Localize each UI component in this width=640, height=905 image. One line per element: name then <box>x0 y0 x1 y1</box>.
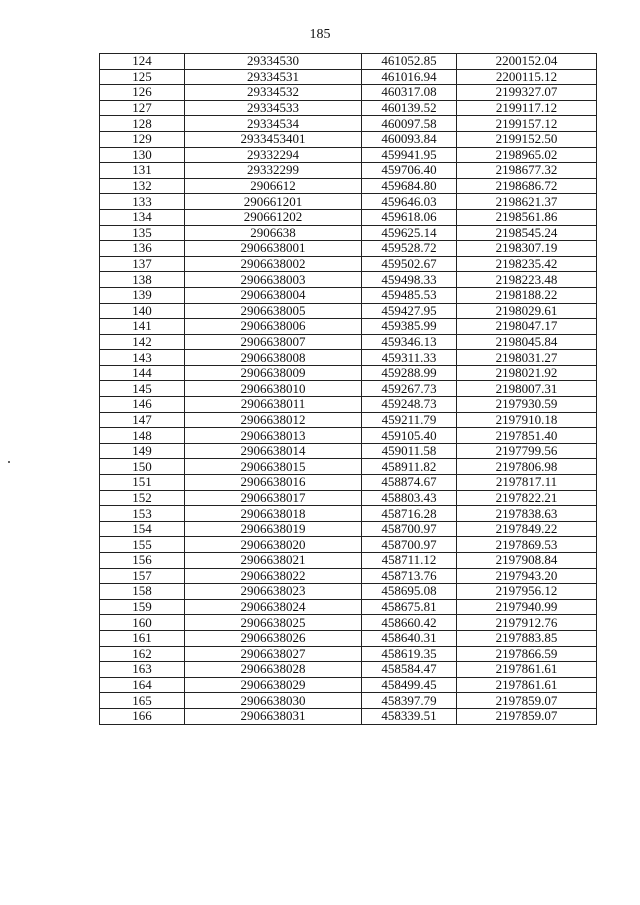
point-id-cell: 2906638006 <box>185 319 362 335</box>
point-number-cell: 157 <box>100 568 185 584</box>
table-row <box>100 163 597 179</box>
point-number-cell: 161 <box>100 630 185 646</box>
point-id-cell: 29334530 <box>185 54 362 70</box>
point-id-cell: 2933453401 <box>185 131 362 147</box>
table-row <box>100 69 597 85</box>
x-coordinate-cell: 460097.58 <box>362 116 457 132</box>
point-number-cell: 127 <box>100 100 185 116</box>
point-number-cell: 138 <box>100 272 185 288</box>
x-coordinate-cell: 459485.53 <box>362 287 457 303</box>
point-id-cell: 2906638015 <box>185 459 362 475</box>
x-coordinate-cell: 460093.84 <box>362 131 457 147</box>
x-coordinate-cell: 459684.80 <box>362 178 457 194</box>
point-id-cell: 2906638009 <box>185 365 362 381</box>
x-coordinate-cell: 459498.33 <box>362 272 457 288</box>
point-number-cell: 159 <box>100 599 185 615</box>
x-coordinate-cell: 459625.14 <box>362 225 457 241</box>
y-coordinate-cell: 2197930.59 <box>457 397 597 413</box>
y-coordinate-cell: 2197838.63 <box>457 506 597 522</box>
y-coordinate-cell: 2197912.76 <box>457 615 597 631</box>
point-number-cell: 162 <box>100 646 185 662</box>
table-row <box>100 615 597 631</box>
table-row <box>100 646 597 662</box>
point-id-cell: 2906638031 <box>185 708 362 724</box>
x-coordinate-cell: 459502.67 <box>362 256 457 272</box>
point-id-cell: 2906638025 <box>185 615 362 631</box>
point-id-cell: 2906638013 <box>185 428 362 444</box>
y-coordinate-cell: 2197940.99 <box>457 599 597 615</box>
point-number-cell: 141 <box>100 319 185 335</box>
point-number-cell: 150 <box>100 459 185 475</box>
x-coordinate-cell: 459706.40 <box>362 163 457 179</box>
x-coordinate-cell: 459346.13 <box>362 334 457 350</box>
y-coordinate-cell: 2198621.37 <box>457 194 597 210</box>
table-row <box>100 568 597 584</box>
y-coordinate-cell: 2198031.27 <box>457 350 597 366</box>
y-coordinate-cell: 2198561.86 <box>457 209 597 225</box>
point-number-cell: 147 <box>100 412 185 428</box>
x-coordinate-cell: 458619.35 <box>362 646 457 662</box>
point-id-cell: 29334532 <box>185 85 362 101</box>
y-coordinate-cell: 2197956.12 <box>457 584 597 600</box>
point-number-cell: 140 <box>100 303 185 319</box>
table-row <box>100 256 597 272</box>
table-row <box>100 662 597 678</box>
table-row <box>100 319 597 335</box>
x-coordinate-cell: 458874.67 <box>362 475 457 491</box>
y-coordinate-cell: 2197851.40 <box>457 428 597 444</box>
table-row <box>100 381 597 397</box>
table-row <box>100 85 597 101</box>
scan-speck <box>8 461 10 463</box>
table-row <box>100 147 597 163</box>
point-number-cell: 125 <box>100 69 185 85</box>
point-id-cell: 2906638030 <box>185 693 362 709</box>
y-coordinate-cell: 2198545.24 <box>457 225 597 241</box>
point-number-cell: 166 <box>100 708 185 724</box>
table-row <box>100 272 597 288</box>
point-number-cell: 126 <box>100 85 185 101</box>
point-number-cell: 143 <box>100 350 185 366</box>
table-row <box>100 599 597 615</box>
table-row <box>100 428 597 444</box>
x-coordinate-cell: 458499.45 <box>362 677 457 693</box>
table-row <box>100 708 597 724</box>
point-id-cell: 290661201 <box>185 194 362 210</box>
x-coordinate-cell: 459105.40 <box>362 428 457 444</box>
point-number-cell: 148 <box>100 428 185 444</box>
point-number-cell: 134 <box>100 209 185 225</box>
point-id-cell: 2906638001 <box>185 241 362 257</box>
point-number-cell: 158 <box>100 584 185 600</box>
x-coordinate-cell: 459288.99 <box>362 365 457 381</box>
x-coordinate-cell: 458716.28 <box>362 506 457 522</box>
point-id-cell: 2906638007 <box>185 334 362 350</box>
point-number-cell: 164 <box>100 677 185 693</box>
y-coordinate-cell: 2200152.04 <box>457 54 597 70</box>
y-coordinate-cell: 2197817.11 <box>457 475 597 491</box>
point-id-cell: 2906638012 <box>185 412 362 428</box>
table-row <box>100 100 597 116</box>
y-coordinate-cell: 2198235.42 <box>457 256 597 272</box>
y-coordinate-cell: 2198047.17 <box>457 319 597 335</box>
y-coordinate-cell: 2198045.84 <box>457 334 597 350</box>
point-id-cell: 2906638029 <box>185 677 362 693</box>
x-coordinate-cell: 458713.76 <box>362 568 457 584</box>
y-coordinate-cell: 2199327.07 <box>457 85 597 101</box>
point-number-cell: 153 <box>100 506 185 522</box>
point-id-cell: 2906638 <box>185 225 362 241</box>
x-coordinate-cell: 459211.79 <box>362 412 457 428</box>
point-id-cell: 2906638017 <box>185 490 362 506</box>
table-row <box>100 178 597 194</box>
x-coordinate-cell: 459311.33 <box>362 350 457 366</box>
y-coordinate-cell: 2197908.84 <box>457 553 597 569</box>
x-coordinate-cell: 460139.52 <box>362 100 457 116</box>
y-coordinate-cell: 2197861.61 <box>457 662 597 678</box>
point-id-cell: 29332299 <box>185 163 362 179</box>
table-row <box>100 334 597 350</box>
point-id-cell: 2906638016 <box>185 475 362 491</box>
point-number-cell: 151 <box>100 475 185 491</box>
x-coordinate-cell: 459941.95 <box>362 147 457 163</box>
point-number-cell: 130 <box>100 147 185 163</box>
y-coordinate-cell: 2197861.61 <box>457 677 597 693</box>
point-id-cell: 2906638018 <box>185 506 362 522</box>
point-number-cell: 156 <box>100 553 185 569</box>
y-coordinate-cell: 2198021.92 <box>457 365 597 381</box>
point-number-cell: 163 <box>100 662 185 678</box>
point-number-cell: 155 <box>100 537 185 553</box>
x-coordinate-cell: 459646.03 <box>362 194 457 210</box>
point-number-cell: 144 <box>100 365 185 381</box>
point-id-cell: 2906638022 <box>185 568 362 584</box>
point-number-cell: 133 <box>100 194 185 210</box>
point-id-cell: 29334531 <box>185 69 362 85</box>
point-id-cell: 2906638028 <box>185 662 362 678</box>
point-id-cell: 2906638014 <box>185 443 362 459</box>
table-row <box>100 475 597 491</box>
y-coordinate-cell: 2197869.53 <box>457 537 597 553</box>
table-row <box>100 537 597 553</box>
point-id-cell: 2906638002 <box>185 256 362 272</box>
point-id-cell: 2906638008 <box>185 350 362 366</box>
table-row <box>100 506 597 522</box>
table-row <box>100 225 597 241</box>
x-coordinate-cell: 461016.94 <box>362 69 457 85</box>
x-coordinate-cell: 458584.47 <box>362 662 457 678</box>
x-coordinate-cell: 459267.73 <box>362 381 457 397</box>
y-coordinate-cell: 2197859.07 <box>457 693 597 709</box>
x-coordinate-cell: 458675.81 <box>362 599 457 615</box>
point-id-cell: 2906638024 <box>185 599 362 615</box>
point-id-cell: 2906638020 <box>185 537 362 553</box>
point-id-cell: 2906638011 <box>185 397 362 413</box>
point-id-cell: 2906638019 <box>185 521 362 537</box>
table-row <box>100 241 597 257</box>
table-row <box>100 630 597 646</box>
y-coordinate-cell: 2197859.07 <box>457 708 597 724</box>
point-number-cell: 124 <box>100 54 185 70</box>
y-coordinate-cell: 2199157.12 <box>457 116 597 132</box>
y-coordinate-cell: 2199152.50 <box>457 131 597 147</box>
table-row <box>100 553 597 569</box>
point-id-cell: 2906612 <box>185 178 362 194</box>
point-number-cell: 142 <box>100 334 185 350</box>
point-id-cell: 2906638004 <box>185 287 362 303</box>
page-number: 185 <box>309 27 331 42</box>
y-coordinate-cell: 2197849.22 <box>457 521 597 537</box>
table-row <box>100 116 597 132</box>
table-row <box>100 693 597 709</box>
x-coordinate-cell: 461052.85 <box>362 54 457 70</box>
y-coordinate-cell: 2198188.22 <box>457 287 597 303</box>
y-coordinate-cell: 2197806.98 <box>457 459 597 475</box>
point-number-cell: 152 <box>100 490 185 506</box>
y-coordinate-cell: 2197822.21 <box>457 490 597 506</box>
point-id-cell: 2906638027 <box>185 646 362 662</box>
x-coordinate-cell: 458803.43 <box>362 490 457 506</box>
y-coordinate-cell: 2198007.31 <box>457 381 597 397</box>
x-coordinate-cell: 458339.51 <box>362 708 457 724</box>
point-id-cell: 2906638023 <box>185 584 362 600</box>
table-row <box>100 412 597 428</box>
table-row <box>100 131 597 147</box>
y-coordinate-cell: 2199117.12 <box>457 100 597 116</box>
point-number-cell: 129 <box>100 131 185 147</box>
point-id-cell: 29332294 <box>185 147 362 163</box>
table-row <box>100 397 597 413</box>
point-number-cell: 160 <box>100 615 185 631</box>
table-row <box>100 584 597 600</box>
x-coordinate-cell: 459618.06 <box>362 209 457 225</box>
point-number-cell: 135 <box>100 225 185 241</box>
point-id-cell: 2906638026 <box>185 630 362 646</box>
point-number-cell: 154 <box>100 521 185 537</box>
x-coordinate-cell: 459011.58 <box>362 443 457 459</box>
x-coordinate-cell: 459427.95 <box>362 303 457 319</box>
point-number-cell: 132 <box>100 178 185 194</box>
x-coordinate-cell: 459248.73 <box>362 397 457 413</box>
coordinates-table <box>99 53 597 725</box>
point-number-cell: 165 <box>100 693 185 709</box>
table-row <box>100 350 597 366</box>
table-row <box>100 459 597 475</box>
x-coordinate-cell: 458700.97 <box>362 537 457 553</box>
x-coordinate-cell: 458660.42 <box>362 615 457 631</box>
table-row <box>100 490 597 506</box>
point-number-cell: 131 <box>100 163 185 179</box>
table-row <box>100 54 597 70</box>
x-coordinate-cell: 459385.99 <box>362 319 457 335</box>
y-coordinate-cell: 2198029.61 <box>457 303 597 319</box>
point-number-cell: 145 <box>100 381 185 397</box>
x-coordinate-cell: 458700.97 <box>362 521 457 537</box>
point-id-cell: 2906638010 <box>185 381 362 397</box>
y-coordinate-cell: 2198965.02 <box>457 147 597 163</box>
point-number-cell: 149 <box>100 443 185 459</box>
y-coordinate-cell: 2198307.19 <box>457 241 597 257</box>
point-id-cell: 290661202 <box>185 209 362 225</box>
y-coordinate-cell: 2197910.18 <box>457 412 597 428</box>
y-coordinate-cell: 2198677.32 <box>457 163 597 179</box>
x-coordinate-cell: 458695.08 <box>362 584 457 600</box>
x-coordinate-cell: 458711.12 <box>362 553 457 569</box>
table-row <box>100 365 597 381</box>
point-number-cell: 146 <box>100 397 185 413</box>
point-number-cell: 136 <box>100 241 185 257</box>
y-coordinate-cell: 2197799.56 <box>457 443 597 459</box>
point-number-cell: 128 <box>100 116 185 132</box>
point-id-cell: 2906638021 <box>185 553 362 569</box>
y-coordinate-cell: 2198686.72 <box>457 178 597 194</box>
table-row <box>100 209 597 225</box>
table-row <box>100 521 597 537</box>
point-number-cell: 137 <box>100 256 185 272</box>
point-id-cell: 2906638005 <box>185 303 362 319</box>
table-row <box>100 443 597 459</box>
coordinates-table-body <box>100 54 597 725</box>
point-id-cell: 2906638003 <box>185 272 362 288</box>
point-id-cell: 29334534 <box>185 116 362 132</box>
y-coordinate-cell: 2200115.12 <box>457 69 597 85</box>
x-coordinate-cell: 458397.79 <box>362 693 457 709</box>
y-coordinate-cell: 2197883.85 <box>457 630 597 646</box>
point-number-cell: 139 <box>100 287 185 303</box>
point-id-cell: 29334533 <box>185 100 362 116</box>
y-coordinate-cell: 2198223.48 <box>457 272 597 288</box>
table-row <box>100 303 597 319</box>
table-row <box>100 287 597 303</box>
y-coordinate-cell: 2197866.59 <box>457 646 597 662</box>
x-coordinate-cell: 458640.31 <box>362 630 457 646</box>
x-coordinate-cell: 459528.72 <box>362 241 457 257</box>
x-coordinate-cell: 460317.08 <box>362 85 457 101</box>
table-row <box>100 677 597 693</box>
x-coordinate-cell: 458911.82 <box>362 459 457 475</box>
table-row <box>100 194 597 210</box>
y-coordinate-cell: 2197943.20 <box>457 568 597 584</box>
